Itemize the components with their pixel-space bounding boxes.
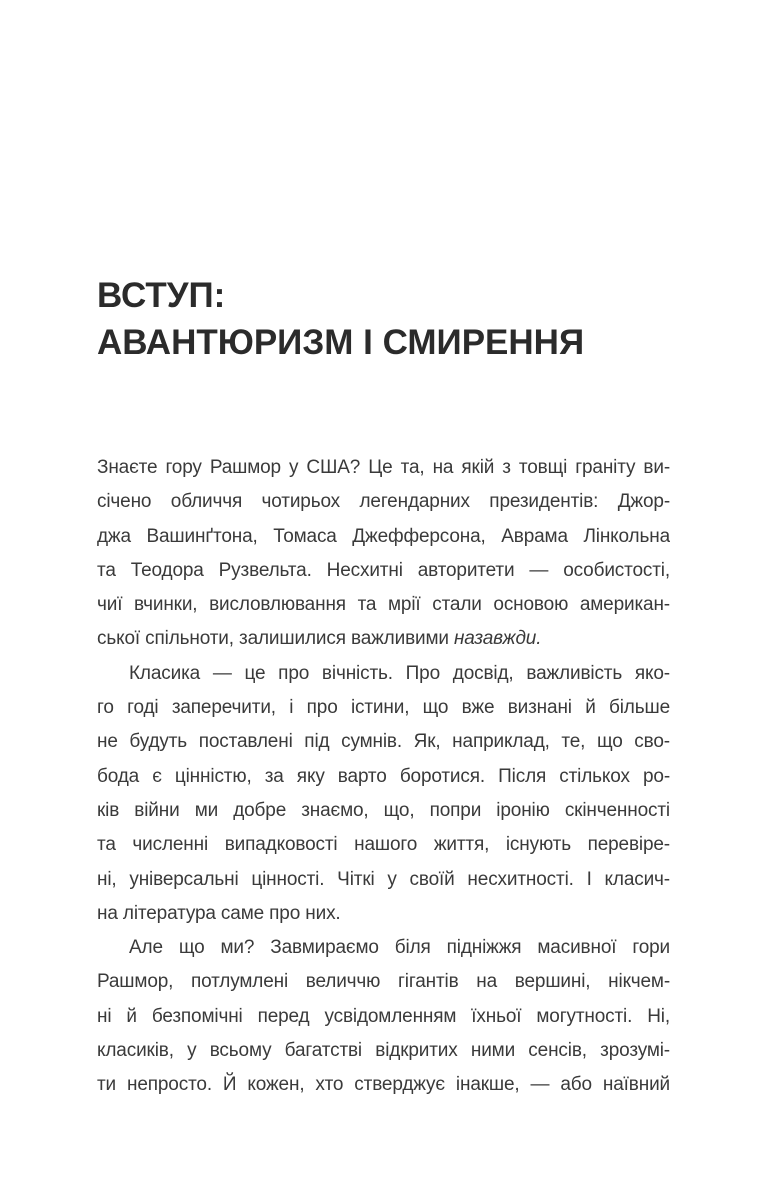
text-segment: на література саме про них. bbox=[97, 902, 341, 924]
text-line bbox=[97, 691, 670, 725]
text-line bbox=[97, 897, 670, 931]
text-segment: Але що ми? Завмираємо біля підніжжя масивної гори bbox=[129, 937, 670, 959]
text-line bbox=[97, 965, 670, 999]
text-segment: та численні випадковості нашого життя, існують перевіре- bbox=[97, 834, 670, 856]
text-line bbox=[97, 588, 670, 622]
text-segment: не будуть поставлені під сумнів. Як, наприклад, те, що сво- bbox=[97, 731, 670, 753]
text-segment: Класика — це про вічність. Про досвід, важливість яко- bbox=[129, 662, 670, 684]
text-line bbox=[97, 485, 670, 519]
text-line bbox=[97, 828, 670, 862]
text-segment: ської спільноти, залишилися важливими bbox=[97, 628, 454, 650]
text-line bbox=[97, 931, 670, 965]
text-line bbox=[97, 1068, 670, 1102]
paragraph bbox=[97, 931, 670, 1102]
text-segment: та Теодора Рузвельта. Несхитні авторитети — особистості, bbox=[97, 559, 670, 581]
text-segment: Рашмор, потлумлені величчю гігантів на вершині, нікчем- bbox=[97, 971, 670, 993]
chapter-title-line-2: АВАНТЮРИЗМ І СМИРЕННЯ bbox=[97, 323, 585, 362]
body-text bbox=[97, 451, 670, 1103]
text-segment: ні, універсальні цінності. Чіткі у своїй несхитності. І класич- bbox=[97, 868, 670, 890]
text-line bbox=[97, 554, 670, 588]
text-segment: го годі заперечити, і про істини, що вже визнані й більше bbox=[97, 697, 670, 719]
text-segment: ти непросто. Й кожен, хто стверджує інакше, — або наївний bbox=[97, 1074, 670, 1096]
text-line bbox=[97, 725, 670, 759]
text-line bbox=[97, 622, 670, 656]
text-segment: січено обличчя чотирьох легендарних президентів: Джор- bbox=[97, 491, 670, 513]
text-line bbox=[97, 657, 670, 691]
text-segment: Знаєте гору Рашмор у США? Це та, на якій з товщі граніту ви- bbox=[97, 457, 670, 478]
text-line bbox=[97, 520, 670, 554]
text-segment: класиків, у всьому багатстві відкритих ними сенсів, зрозумі- bbox=[97, 1040, 670, 1062]
paragraph bbox=[97, 657, 670, 931]
text-line bbox=[97, 1034, 670, 1068]
text-line bbox=[97, 451, 670, 485]
text-line bbox=[97, 1000, 670, 1034]
text-segment: ні й безпомічні перед усвідомленням їхньої могутності. Ні, bbox=[97, 1005, 670, 1027]
text-line bbox=[97, 760, 670, 794]
paragraph bbox=[97, 451, 670, 657]
italic-text-segment: назавжди. bbox=[453, 628, 542, 650]
text-segment: джа Вашинґтона, Томаса Джефферсона, Аврама Лінкольна bbox=[97, 525, 670, 547]
chapter-title bbox=[97, 272, 697, 366]
chapter-title-line-1: ВСТУП: bbox=[97, 276, 226, 315]
text-line bbox=[97, 794, 670, 828]
text-line bbox=[97, 863, 670, 897]
text-segment: ків війни ми добре знаємо, що, попри іронію скінченності bbox=[97, 799, 670, 821]
text-segment: чиї вчинки, висловлювання та мрії стали основою американ- bbox=[97, 594, 670, 616]
text-segment: бода є цінністю, за яку варто боротися. Після стількох ро- bbox=[97, 765, 670, 787]
